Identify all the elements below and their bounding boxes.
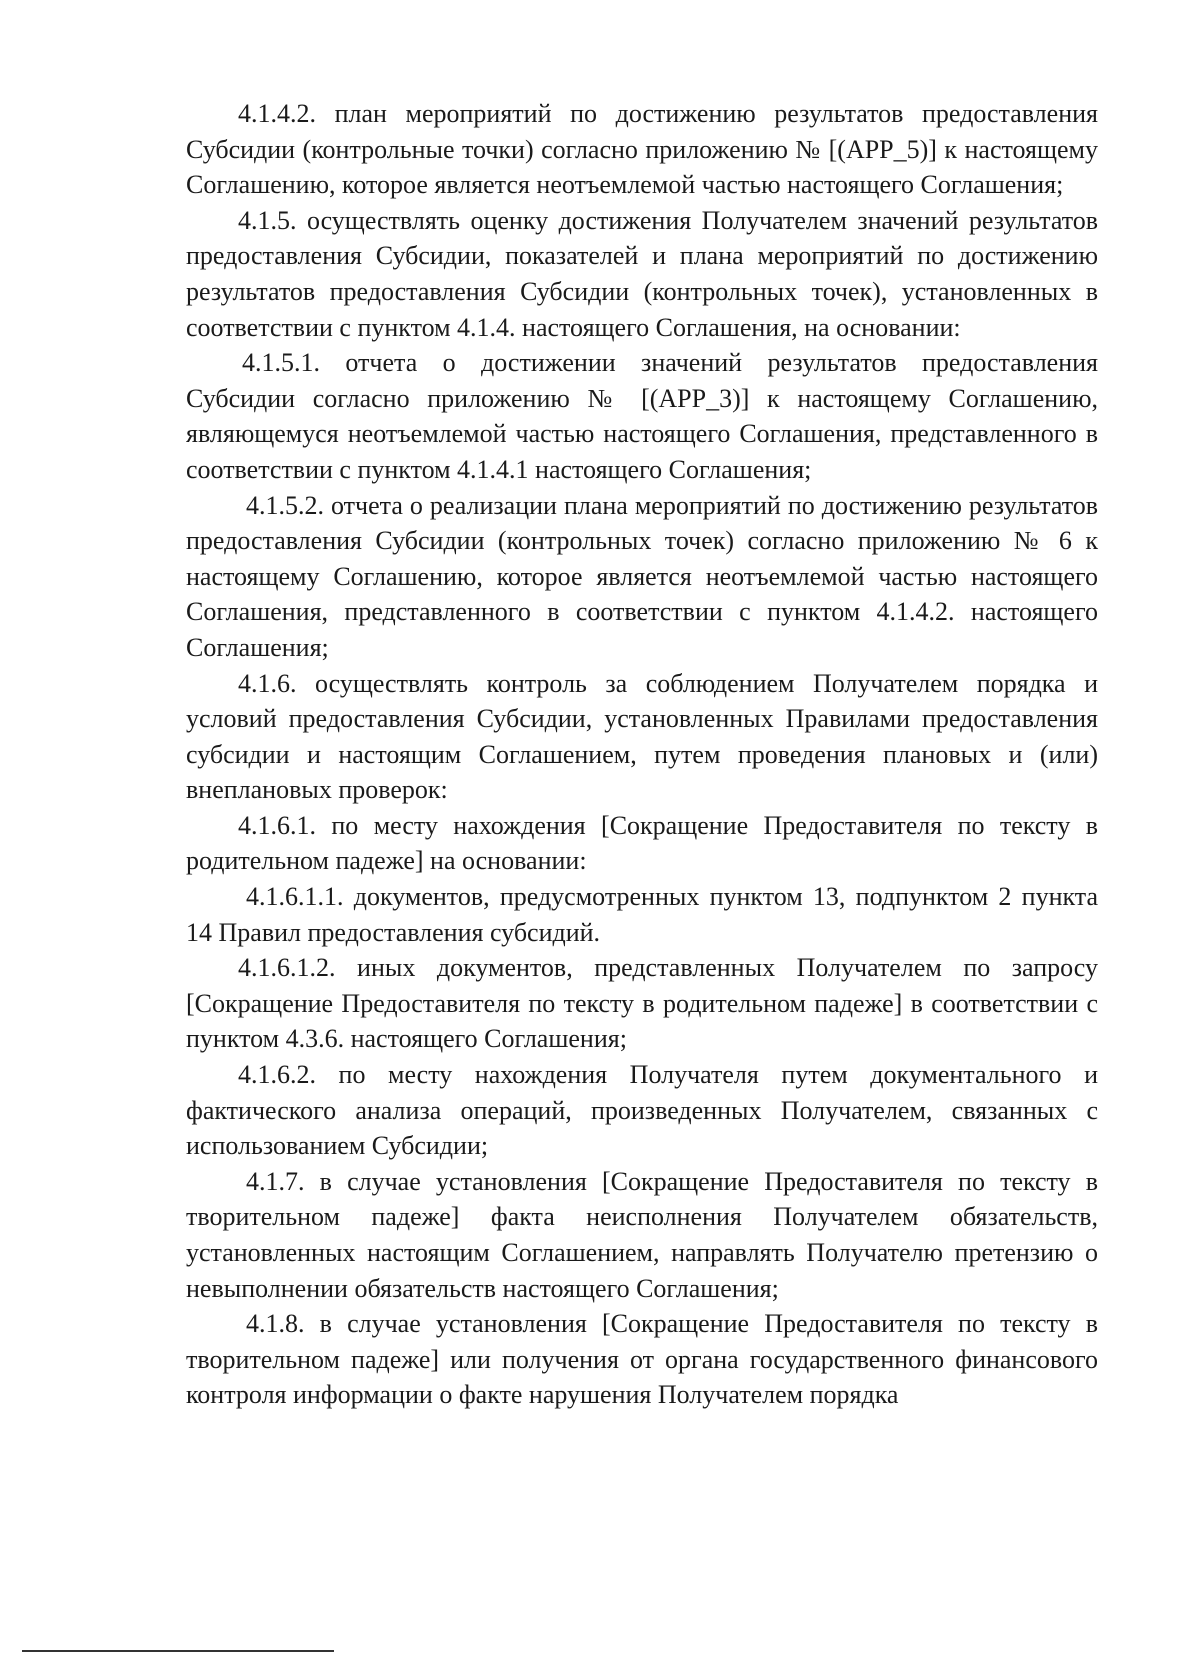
paragraph-4-1-6-1-1: 4.1.6.1.1. документов, предусмотренных пунктом 13, подпунктом 2 пункта 14 Правил предоставления субсидий.: [186, 882, 1098, 947]
footer-rule: [22, 1650, 334, 1652]
paragraph-4-1-6-2: 4.1.6.2. по месту нахождения Получателя путем документального и фактического анализа операций, произведенных Получателем, связанных с использованием Субсидии;: [186, 1060, 1098, 1161]
paragraph-4-1-6: 4.1.6. осуществлять контроль за соблюдением Получателем порядка и условий предоставления Субсидии, установленных Правилами предоставления субсидии и настоящим Соглашением, путем проведения плановых и (или) внеплановых проверок:: [186, 668, 1098, 805]
paragraph-4-1-6-1: 4.1.6.1. по месту нахождения [Сокращение Предоставителя по тексту в родительном падеже] на основании:: [186, 810, 1098, 876]
paragraph-4-1-4-2: 4.1.4.2. план мероприятий по достижению результатов предоставления Субсидии (контрольные точки) согласно приложению № [(APP_5)] к настоящему Соглашению, которое является неотъемлемой частью настоящего Соглашения;: [186, 99, 1098, 200]
paragraph-4-1-5-1: 4.1.5.1. отчета о достижении значений результатов предоставления Субсидии согласно приложению № [(APP_3)] к настоящему Соглашению, являющемуся неотъемлемой частью настоящего Соглашения, представленного в соответствии с пунктом 4.1.4.1 настоящего Соглашения;: [186, 348, 1098, 484]
paragraph-4-1-5: 4.1.5. осуществлять оценку достижения Получателем значений результатов предоставления Субсидии, показателей и плана мероприятий по достижению результатов предоставления Субсидии (контрольных точек), установленных в соответствии с пунктом 4.1.4. настоящего Соглашения, на основании:: [186, 205, 1098, 342]
paragraph-4-1-8: 4.1.8. в случае установления [Сокращение Предоставителя по тексту в творительном падеже] или получения от органа государственного финансового контроля информации о факте нарушения Получателем порядка: [186, 1309, 1098, 1410]
paragraph-4-1-6-1-2: 4.1.6.1.2. иных документов, представленных Получателем по запросу [Сокращение Предоставителя по тексту в родительном падеже] в соответствии с пунктом 4.3.6. настоящего Соглашения;: [186, 953, 1098, 1054]
document-page: [186, 96, 1098, 1413]
paragraph-4-1-5-2: 4.1.5.2. отчета о реализации плана мероприятий по достижению результатов предоставления Субсидии (контрольных точек) согласно приложению № 6 к настоящему Соглашению, которое является неотъемлемой частью настоящего Соглашения, представленного в соответствии с пунктом 4.1.4.2. настоящего Соглашения;: [186, 490, 1098, 662]
paragraph-4-1-7: 4.1.7. в случае установления [Сокращение Предоставителя по тексту в творительном падеже] факта неисполнения Получателем обязательств, установленных настоящим Соглашением, направлять Получателю претензию о невыполнении обязательств настоящего Соглашения;: [186, 1166, 1098, 1303]
